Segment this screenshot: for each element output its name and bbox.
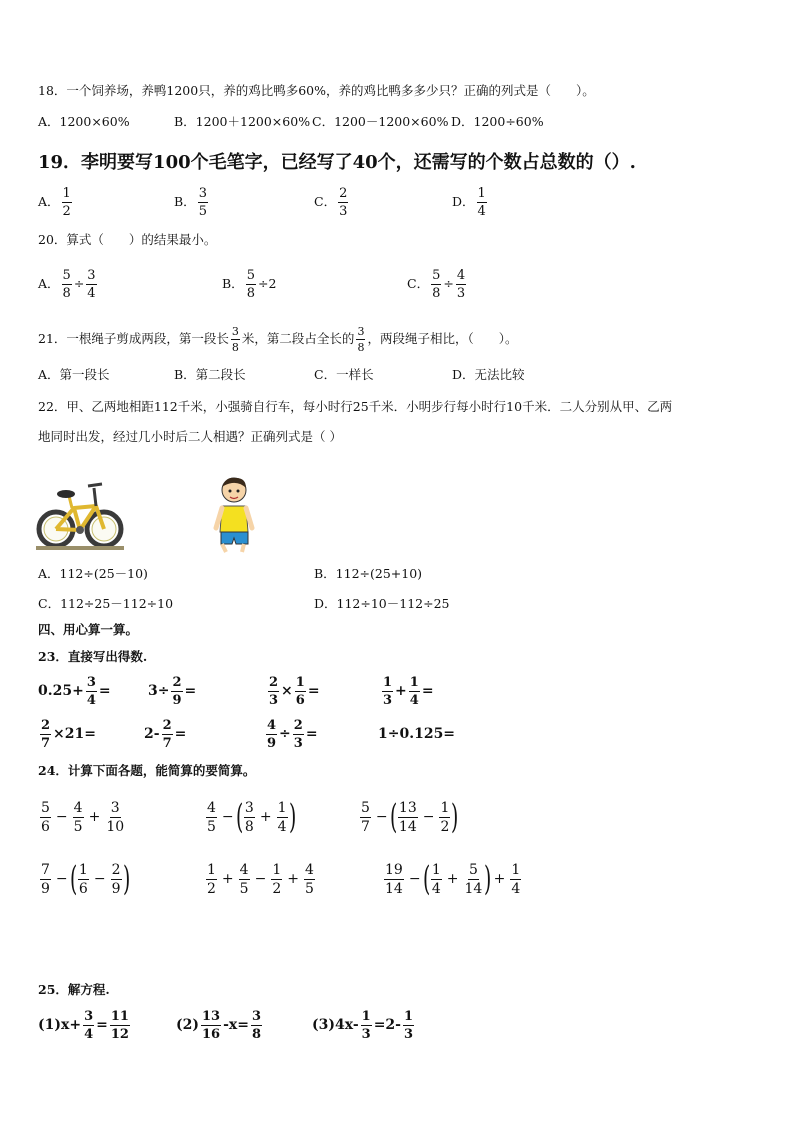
q22-option-c: C．112÷25－112÷10: [38, 596, 174, 611]
q24-expr-3: $\frac{5}{7}$ − ( $\frac{13}{14}$ − $\frac{1}{2}$ ): [361, 797, 459, 837]
q20-stem: 20．算式（ ）的结果最小。: [38, 232, 217, 247]
q21-option-b: B．第二段长: [174, 367, 246, 382]
q24-expr-4: $\frac{7}{9}$ − ( $\frac{1}{6}$ − $\frac{2}{9}$ ): [41, 859, 130, 899]
q19-stem: 19．李明要写100个毛笔字，已经写了40个，还需写的个数占总数的（）.: [38, 152, 636, 173]
q23-expr-6: 2- $\frac{2}{7}$ =: [144, 717, 187, 751]
q21-option-c: C．一样长: [314, 367, 374, 382]
q20-option-c: C． $\frac{5}{8}$ ÷ $\frac{4}{3}$: [407, 268, 466, 301]
q24-expr-5: $\frac{1}{2}$ + $\frac{4}{5}$ − $\frac{1}{2}$ + $\frac{4}{5}$: [207, 861, 314, 897]
fraction: $\frac{1}{2}$: [62, 186, 71, 219]
q18-option-a: A．1200×60%: [38, 114, 130, 129]
q25-eq-1: (1)x+ $\frac{3}{4}$ = $\frac{11}{12}$: [38, 1008, 129, 1042]
q21-option-d: D．无法比较: [452, 367, 525, 382]
q20-option-b: B． $\frac{5}{8}$ ÷2: [222, 268, 277, 301]
q23-expr-3: $\frac{2}{3}$ × $\frac{1}{6}$ =: [269, 674, 320, 708]
q23-expr-8: 1÷0.125=: [378, 726, 456, 742]
section-4-heading: 四、用心算一算。: [38, 622, 139, 637]
q22-option-d: D．112÷10－112÷25: [314, 596, 450, 611]
q21-option-a: A．第一段长: [38, 367, 110, 382]
q19-option-d: D． $\frac{1}{4}$: [452, 186, 486, 219]
q18-option-c: C．1200－1200×60%: [312, 114, 449, 129]
q23-expr-1: 0.25+ $\frac{3}{4}$ =: [38, 674, 111, 708]
fraction: $\frac{3}{5}$: [198, 186, 207, 219]
q23-stem: 23．直接写出得数.: [38, 649, 148, 664]
q22-option-b: B．112÷(25+10): [314, 566, 423, 581]
q24-stem: 24．计算下面各题，能简算的要简算。: [38, 763, 256, 778]
q18-stem: 18．一个饲养场，养鸭1200只，养的鸡比鸭多60%，养的鸡比鸭多多少只？正确的列式是（ ）。: [38, 83, 595, 98]
fraction: $\frac{2}{3}$: [339, 186, 348, 219]
q25-eq-3: (3)4x- $\frac{1}{3}$ =2- $\frac{1}{3}$: [312, 1008, 414, 1042]
q25-eq-2: (2) $\frac{13}{16}$ -x= $\frac{3}{8}$: [176, 1008, 262, 1042]
q24-expr-2: $\frac{4}{5}$ − ( $\frac{3}{8}$ + $\frac{1}{4}$ ): [207, 797, 296, 837]
q24-expr-1: $\frac{5}{6}$ − $\frac{4}{5}$ + $\frac{3}{10}$: [41, 799, 125, 835]
q20-option-a: A． $\frac{5}{8}$ ÷ $\frac{3}{4}$: [38, 268, 96, 301]
q22-line2: 地同时出发，经过几小时后二人相遇？正确列式是（ ）: [38, 429, 342, 444]
q23-expr-7: $\frac{4}{9}$ ÷ $\frac{2}{3}$ =: [267, 717, 318, 751]
fraction: $\frac{1}{4}$: [477, 186, 486, 219]
q23-expr-2: 3÷ $\frac{2}{9}$ =: [148, 674, 197, 708]
q24-expr-6: $\frac{19}{14}$ − ( $\frac{1}{4}$ + $\frac{5}{14}$ ) + $\frac{1}{4}$: [385, 859, 521, 899]
q25-stem: 25．解方程.: [38, 982, 110, 997]
q18-option-b: B．1200＋1200×60%: [174, 114, 311, 129]
q22-option-a: A．112÷(25－10): [38, 566, 148, 581]
q18-option-d: D．1200÷60%: [451, 114, 544, 129]
q19-option-b: B． $\frac{3}{5}$: [174, 186, 207, 219]
q21-stem: 21．一根绳子剪成两段，第一段长 $\frac{3}{8}$ 米，第二段占全长的 $\frac{3}{8}$ ，两段绳子相比，（ ）。: [38, 325, 518, 354]
boy-illustration: [212, 474, 258, 554]
q23-expr-4: $\frac{1}{3}$ + $\frac{1}{4}$ =: [383, 674, 434, 708]
q23-expr-5: $\frac{2}{7}$ ×21=: [41, 717, 96, 751]
q19-option-a: A． $\frac{1}{2}$: [38, 186, 71, 219]
q19-option-c: C． $\frac{2}{3}$: [314, 186, 348, 219]
q22-line1: 22．甲、乙两地相距112千米，小强骑自行车，每小时行25千米．小明步行每小时行10千米．二人分别从甲、乙两: [38, 399, 673, 414]
bicycle-illustration: [36, 474, 124, 554]
